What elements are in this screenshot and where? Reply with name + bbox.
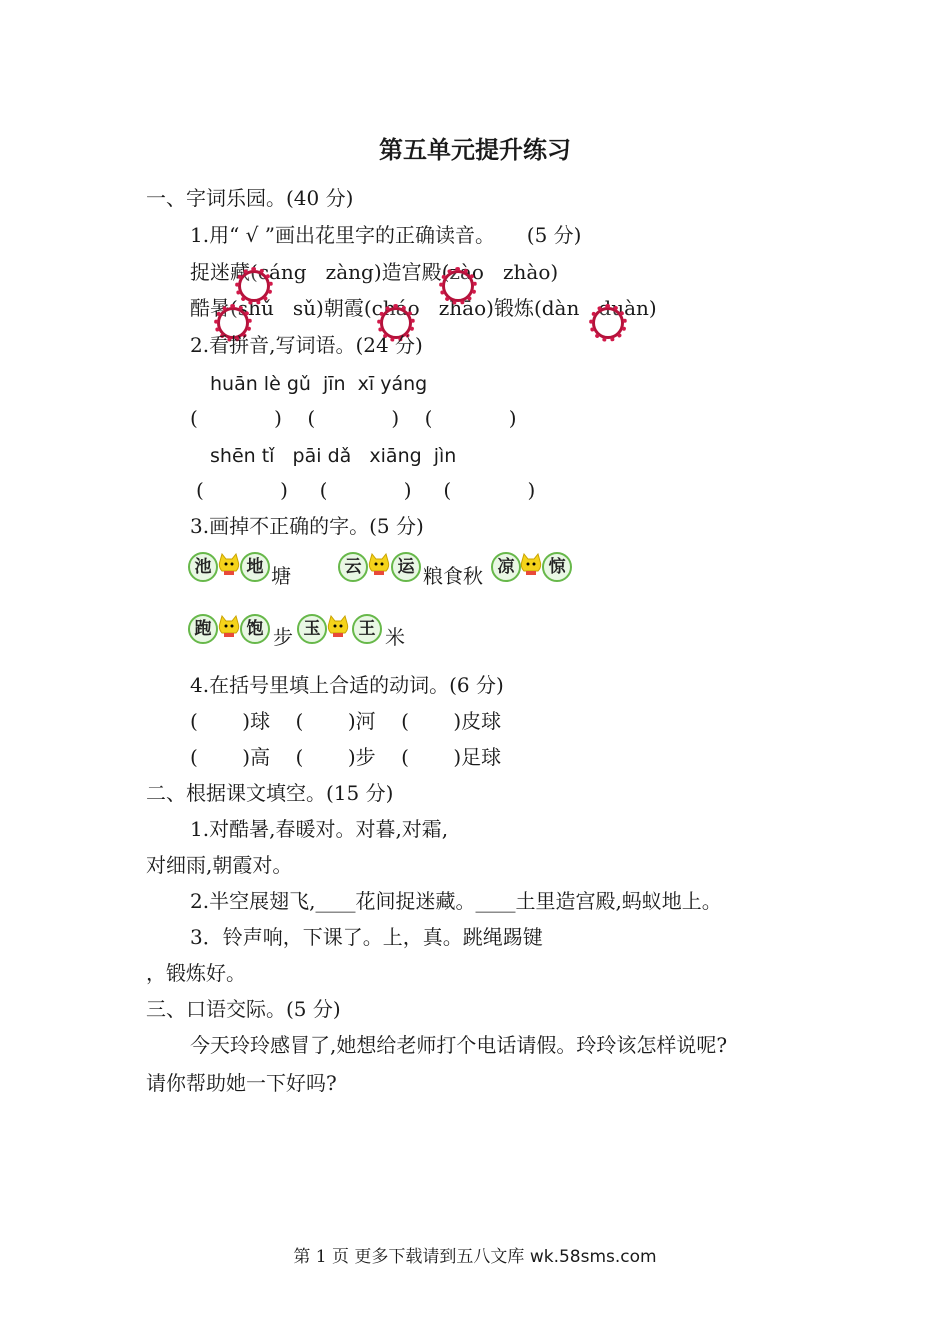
s2-line-3b: ，锻炼好。 [146, 961, 246, 985]
s2-line-1a: 1.对酷暑,春暖对。对暮,对霜, [190, 817, 449, 841]
flower-marker [592, 307, 624, 339]
q3-suffix: 米 [385, 625, 405, 649]
answer-brackets-row-1: ( ) ( ) ( ) [190, 406, 517, 430]
section-2-heading: 二、根据课文填空。(15 分) [146, 781, 394, 805]
char-choice-circle[interactable]: 王 [352, 614, 382, 644]
q3-suffix: 粮食秋 [423, 564, 483, 588]
char-choice-circle[interactable]: 饱 [240, 614, 270, 644]
q1-line-2: 酷暑(shǔ sǔ)朝霞(cháo zhāo)锻炼(dàn duàn) [190, 296, 657, 320]
char-choice-circle[interactable]: 云 [338, 552, 368, 582]
s2-line-1b: 对细雨,朝霞对。 [146, 853, 293, 877]
section-3-heading: 三、口语交际。(5 分) [146, 997, 341, 1021]
s2-line-2: 2.半空展翅飞,____花间捉迷藏。____土里造宫殿,蚂蚁地上。 [190, 889, 722, 913]
char-choice-circle[interactable]: 运 [391, 552, 421, 582]
section-1-heading: 一、字词乐园。(40 分) [146, 186, 354, 210]
q4-prompt: 4.在括号里填上合适的动词。(6 分) [190, 673, 504, 697]
q1-line-1: 捉迷藏(cáng zàng)造宫殿(zào zhào) [190, 260, 559, 284]
footer-site-link[interactable]: wk.58sms.com [529, 1247, 657, 1267]
cat-icon [216, 553, 242, 577]
cat-icon [325, 615, 351, 639]
flower-marker [442, 270, 474, 302]
cat-icon [518, 553, 544, 577]
char-choice-circle[interactable]: 跑 [188, 614, 218, 644]
char-choice-circle[interactable]: 地 [240, 552, 270, 582]
char-choice-circle[interactable]: 玉 [297, 614, 327, 644]
s3-paragraph-1: 今天玲玲感冒了,她想给老师打个电话请假。玲玲该怎样说呢? [190, 1033, 728, 1057]
cat-icon [216, 615, 242, 639]
s2-line-3a: 3．铃声响，下课了。上，真。跳绳踢键 [190, 925, 543, 949]
q4-row-1: ( )球 ( )河 ( )皮球 [190, 709, 502, 733]
pinyin-row-2: shēn tǐ pāi dǎ xiāng jìn [210, 445, 457, 467]
q1-prompt: 1.用“ √ ”画出花里字的正确读音。 (5 分) [190, 223, 582, 247]
char-choice-circle[interactable]: 惊 [542, 552, 572, 582]
footer-text: 第 1 页 更多下载请到五八文库 [293, 1247, 530, 1267]
pinyin-row-1: huān lè gǔ jīn xī yáng [210, 373, 428, 395]
char-choice-circle[interactable]: 凉 [491, 552, 521, 582]
flower-marker [238, 270, 270, 302]
s3-paragraph-2: 请你帮助她一下好吗? [146, 1071, 337, 1095]
cat-icon [366, 553, 392, 577]
answer-brackets-row-2: ( ) ( ) ( ) [196, 478, 536, 502]
page-title: 第五单元提升练习 [379, 135, 571, 164]
char-choice-circle[interactable]: 池 [188, 552, 218, 582]
q3-suffix: 塘 [271, 564, 291, 588]
q2-prompt: 2.看拼音,写词语。(24 分) [190, 333, 423, 357]
q4-row-2: ( )高 ( )步 ( )足球 [190, 745, 502, 769]
q3-prompt: 3.画掉不正确的字。(5 分) [190, 514, 424, 538]
q3-suffix: 步 [273, 625, 293, 649]
page-footer [0, 1242, 950, 1267]
